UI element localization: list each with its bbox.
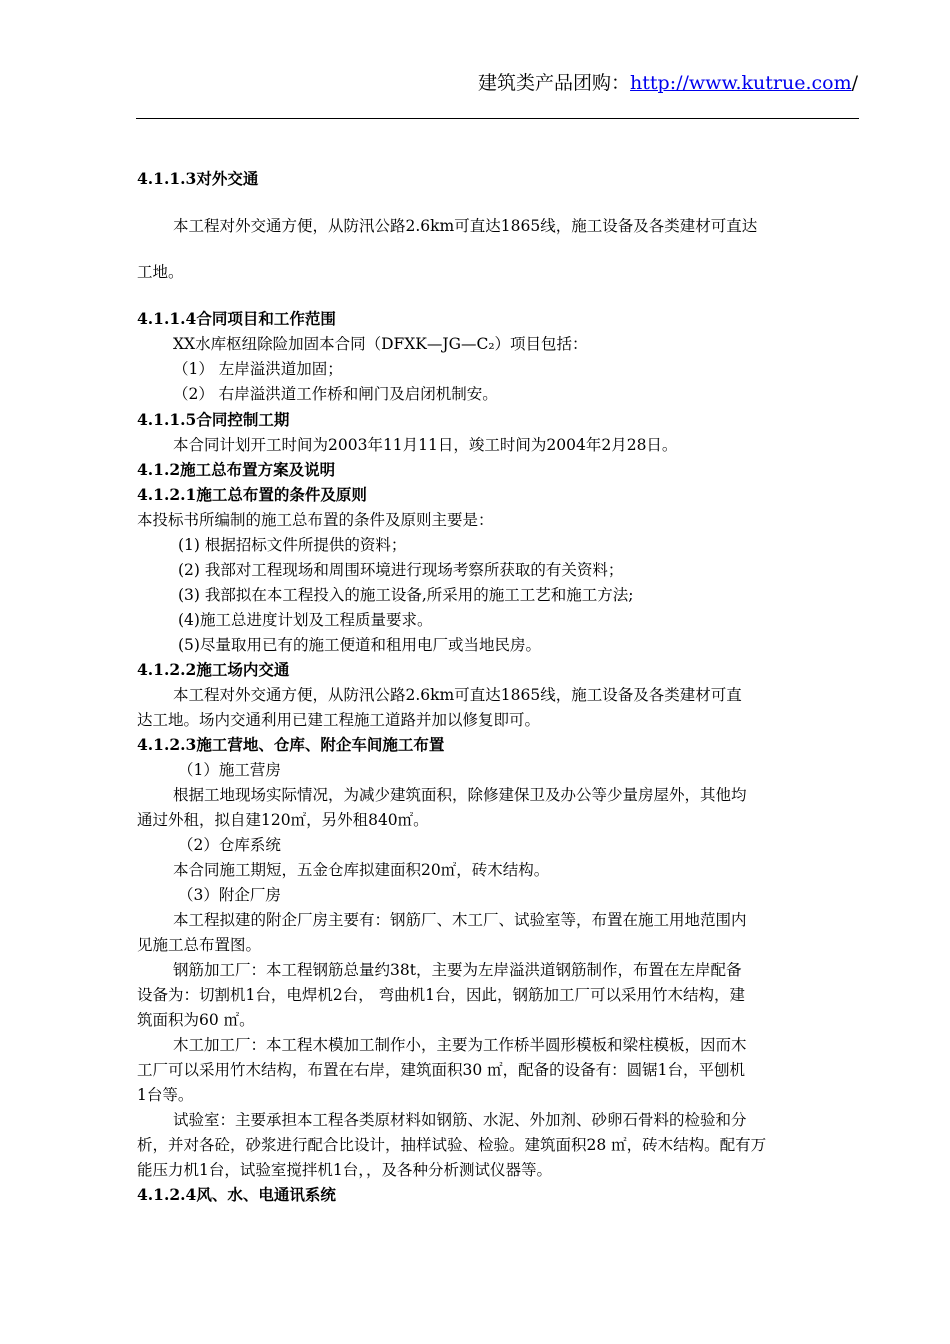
paragraph-line: 工厂可以采用竹木结构，布置在右岸，建筑面积30 ㎡，配备的设备有：圆锯1台，平刨机 — [137, 1061, 746, 1079]
list-item: （1） 左岸溢洪道加固； — [173, 360, 343, 378]
list-item: (5)尽量取用已有的施工便道和租用电厂或当地民房。 — [178, 636, 541, 654]
paragraph-line: 木工加工厂：本工程木模加工制作小，主要为工作桥半圆形模板和梁柱模板，因而木 — [173, 1036, 747, 1054]
section-heading: 4.1.1.4合同项目和工作范围 — [137, 309, 336, 328]
paragraph-line: 试验室：主要承担本工程各类原材料如钢筋、水泥、外加剂、砂卵石骨料的检验和分 — [173, 1111, 747, 1129]
list-item: （2） 右岸溢洪道工作桥和闸门及启闭机制安。 — [173, 385, 498, 403]
subsection-label: （3）附企厂房 — [178, 886, 281, 904]
paragraph-line: 本合同计划开工时间为2003年11月11日，竣工时间为2004年2月28日。 — [173, 436, 678, 454]
paragraph-line: 达工地。场内交通利用已建工程施工道路并加以修复即可。 — [137, 711, 541, 729]
header-suffix: / — [851, 72, 858, 94]
header-divider — [136, 118, 859, 119]
subsection-label: （2）仓库系统 — [178, 836, 281, 854]
paragraph-line: 筑面积为60 ㎡。 — [137, 1011, 255, 1029]
paragraph-line: 见施工总布置图。 — [137, 936, 262, 954]
paragraph-line: 析，并对各砼，砂浆进行配合比设计，抽样试验、检验。建筑面积28 ㎡，砖木结构。配有万 — [137, 1136, 767, 1154]
paragraph-line: XX水库枢纽除险加固本合同（DFXK—JG—C₂）项目包括： — [173, 335, 588, 353]
paragraph-line: 本工程拟建的附企厂房主要有：钢筋厂、木工厂、试验室等，布置在施工用地范围内 — [173, 911, 747, 929]
header-link[interactable]: http://www.kutrue.com — [630, 72, 852, 94]
paragraph-line: 本工程对外交通方便，从防汛公路2.6km可直达1865线，施工设备及各类建材可直 — [173, 686, 742, 704]
subsection-label: （1）施工营房 — [178, 761, 281, 779]
paragraph-line: 通过外租，拟自建120㎡，另外租840㎡。 — [137, 811, 429, 829]
section-heading: 4.1.2.4风、水、电通讯系统 — [137, 1185, 336, 1204]
paragraph-line: 本合同施工期短，五金仓库拟建面积20㎡，砖木结构。 — [173, 861, 550, 879]
paragraph-line: 本工程对外交通方便，从防汛公路2.6km可直达1865线，施工设备及各类建材可直达 — [173, 217, 758, 235]
list-item: (2) 我部对工程现场和周围环境进行现场考察所获取的有关资料； — [178, 561, 624, 579]
paragraph-line: 本投标书所编制的施工总布置的条件及原则主要是： — [137, 511, 494, 529]
paragraph-line: 能压力机1台，试验室搅拌机1台，，及各种分析测试仪器等。 — [137, 1161, 552, 1179]
header-label: 建筑类产品团购： — [478, 72, 631, 94]
section-heading: 4.1.2施工总布置方案及说明 — [137, 460, 336, 479]
paragraph-line: 工地。 — [137, 263, 184, 281]
list-item: (3) 我部拟在本工程投入的施工设备,所采用的施工工艺和施工方法; — [178, 586, 634, 604]
section-heading: 4.1.2.2施工场内交通 — [137, 660, 290, 679]
section-heading: 4.1.2.1施工总布置的条件及原则 — [137, 485, 367, 504]
list-item: (1) 根据招标文件所提供的资料； — [178, 536, 407, 554]
section-heading: 4.1.2.3施工营地、仓库、附企车间施工布置 — [137, 735, 445, 754]
paragraph-line: 1台等。 — [137, 1086, 194, 1104]
paragraph-line: 钢筋加工厂：本工程钢筋总量约38t，主要为左岸溢洪道钢筋制作，布置在左岸配备 — [173, 961, 742, 979]
paragraph-line: 设备为：切割机1台，电焊机2台， 弯曲机1台，因此，钢筋加工厂可以采用竹木结构，建 — [137, 986, 746, 1004]
section-heading: 4.1.1.3对外交通 — [137, 169, 259, 188]
page-header — [478, 68, 858, 95]
section-heading: 4.1.1.5合同控制工期 — [137, 410, 290, 429]
list-item: (4)施工总进度计划及工程质量要求。 — [178, 611, 433, 629]
paragraph-line: 根据工地现场实际情况，为减少建筑面积，除修建保卫及办公等少量房屋外，其他均 — [173, 786, 747, 804]
